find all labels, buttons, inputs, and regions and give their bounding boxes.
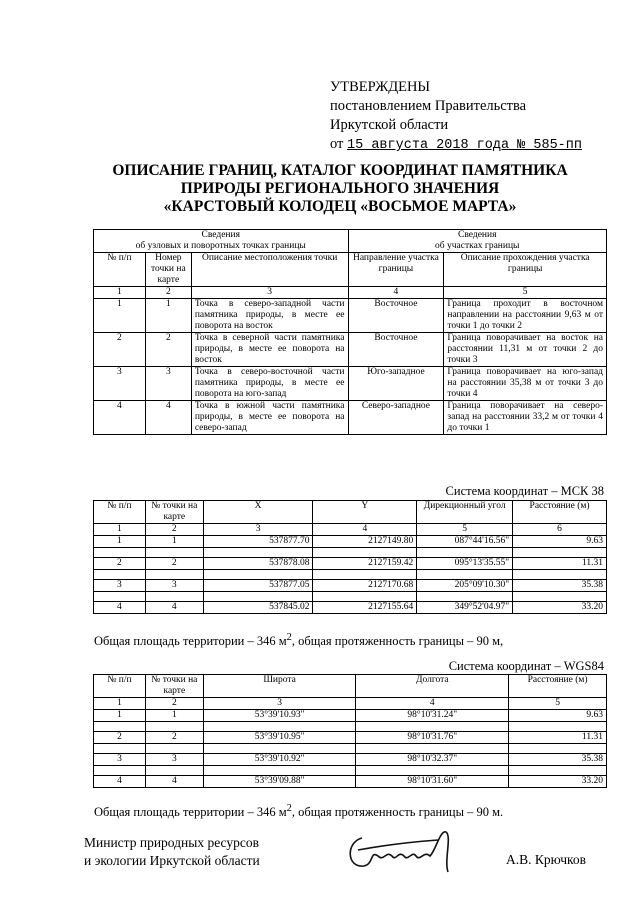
row-longitude: 98°10'31.24"	[356, 710, 509, 722]
row-distance: 9.63	[509, 710, 607, 722]
row-direction: Северо-западное	[348, 401, 444, 435]
row-index: 1	[94, 536, 146, 548]
approved-heading: УТВЕРЖДЕНЫ	[330, 79, 431, 95]
row-index: 3	[94, 580, 146, 592]
row-longitude: 98°10'31.60"	[356, 776, 509, 788]
group-header-sections-line2: об участках границы	[435, 241, 520, 251]
header-cell: № п/п	[94, 675, 146, 698]
column-number: 4	[313, 524, 417, 536]
table-row	[94, 558, 607, 570]
minister-line-1: Министр природных ресурсов	[84, 835, 259, 850]
signer-name: А.В. Крючков	[506, 852, 586, 867]
column-number: 5	[509, 698, 607, 710]
table-row	[94, 602, 607, 614]
table-row	[94, 754, 607, 766]
row-location: Точка в северо-западной части памятника природы, в месте ее поворота на восток	[191, 299, 348, 333]
msk-area-summary	[94, 632, 503, 649]
row-point: 3	[145, 754, 203, 766]
row-y: 2127159.42	[313, 558, 417, 570]
row-longitude: 98°10'31.76"	[356, 732, 509, 744]
header-cell: Описание местоположения точки	[191, 253, 348, 287]
row-distance: 11.31	[513, 558, 607, 570]
row-point: 2	[145, 732, 203, 744]
column-number: 2	[145, 698, 203, 710]
wgs-area-summary	[94, 803, 503, 820]
row-latitude: 53°39'10.92"	[203, 754, 356, 766]
table-row	[94, 367, 607, 401]
table-row	[94, 536, 607, 548]
wgs84-coordinates-table	[93, 674, 607, 788]
row-angle: 095°13'35.55"	[417, 558, 513, 570]
row-passage: Граница поворачивает на восток на расстоянии 11,31 м от точки 2 до точки 3	[444, 333, 607, 367]
column-number: 1	[94, 524, 146, 536]
column-number: 3	[203, 698, 356, 710]
wgs-system-label: Система координат – WGS84	[448, 659, 604, 673]
group-header-points-line2: об узловых и поворотных точках границы	[135, 241, 306, 251]
column-number: 2	[145, 287, 191, 299]
row-x: 537845.02	[203, 602, 313, 614]
row-location: Точка в северной части памятника природы, в месте ее поворота на восток	[191, 333, 348, 367]
group-header-points	[94, 230, 349, 253]
row-angle: 087°44'16.56"	[417, 536, 513, 548]
header-cell: № точки на карте	[145, 501, 203, 524]
row-y: 2127170.68	[313, 580, 417, 592]
row-direction: Восточное	[348, 299, 444, 333]
row-passage: Граница поворачивает на юго-запад на расстоянии 35,38 м от точки 3 до точки 4	[444, 367, 607, 401]
group-header-sections	[348, 230, 607, 253]
column-number: 3	[203, 524, 313, 536]
row-distance: 35.38	[513, 580, 607, 592]
row-longitude: 98°10'32.37"	[356, 754, 509, 766]
row-distance: 33.20	[509, 776, 607, 788]
row-x: 537878.08	[203, 558, 313, 570]
column-number: 4	[356, 698, 509, 710]
approved-date-prefix: от	[330, 136, 344, 152]
header-cell: Номер точки на карте	[145, 253, 191, 287]
area-text: Общая площадь территории – 346 м	[94, 805, 287, 820]
table-row	[94, 710, 607, 722]
document-title	[60, 162, 620, 216]
column-number: 5	[417, 524, 513, 536]
minister-title	[84, 834, 260, 870]
row-point: 4	[145, 602, 203, 614]
area-text: Общая площадь территории – 346 м	[94, 634, 287, 649]
header-cell: Y	[313, 501, 417, 524]
row-distance: 9.63	[513, 536, 607, 548]
table-row	[94, 776, 607, 788]
area-length-text: , общая протяженность границы – 90 м.	[291, 805, 504, 820]
row-index: 1	[94, 299, 146, 333]
row-index: 2	[94, 732, 146, 744]
row-index: 3	[94, 367, 146, 401]
header-cell: Долгота	[356, 675, 509, 698]
row-point: 1	[145, 536, 203, 548]
row-distance: 11.31	[509, 732, 607, 744]
row-point: 2	[145, 333, 191, 367]
boundary-description-table	[93, 229, 607, 435]
column-number: 1	[94, 287, 146, 299]
row-latitude: 53°39'10.93"	[203, 710, 356, 722]
header-cell: № п/п	[94, 501, 146, 524]
header-cell: № п/п	[94, 253, 146, 287]
row-x: 537877.70	[203, 536, 313, 548]
row-latitude: 53°39'09.88"	[203, 776, 356, 788]
table-row	[94, 299, 607, 333]
approved-date-number: 15 августа 2018 года № 585-пп	[347, 138, 582, 153]
area-length-text: , общая протяженность границы – 90 м,	[291, 634, 504, 649]
column-number: 1	[94, 698, 146, 710]
row-index: 4	[94, 401, 146, 435]
row-distance: 35.38	[509, 754, 607, 766]
header-cell: Описание прохождения участка границы	[444, 253, 607, 287]
row-location: Точка в южной части памятника природы, в месте ее поворота на северо-запад	[191, 401, 348, 435]
minister-line-2: и экологии Иркутской области	[84, 853, 260, 868]
row-index: 4	[94, 776, 146, 788]
header-cell: Дирекционный угол	[417, 501, 513, 524]
msk38-coordinates-table	[93, 500, 607, 614]
row-angle: 205°09'10.30"	[417, 580, 513, 592]
header-cell: Расстояние (м)	[509, 675, 607, 698]
table-row	[94, 580, 607, 592]
row-point: 2	[145, 558, 203, 570]
row-y: 2127149.80	[313, 536, 417, 548]
column-number: 2	[145, 524, 203, 536]
row-index: 4	[94, 602, 146, 614]
row-point: 1	[145, 710, 203, 722]
title-line-2: ПРИРОДЫ РЕГИОНАЛЬНОГО ЗНАЧЕНИЯ	[180, 180, 500, 197]
group-header-sections-line1: Сведения	[458, 230, 497, 240]
area-sup: 2	[286, 632, 292, 643]
row-latitude: 53°39'10.95"	[203, 732, 356, 744]
row-point: 4	[145, 401, 191, 435]
row-angle: 349°52'04.97"	[417, 602, 513, 614]
row-direction: Восточное	[348, 333, 444, 367]
area-sup: 2	[286, 803, 292, 814]
table-row	[94, 333, 607, 367]
row-passage: Граница поворачивает на северо-запад на расстоянии 33,2 м от точки 4 до точки 1	[444, 401, 607, 435]
header-cell: X	[203, 501, 313, 524]
row-point: 3	[145, 580, 203, 592]
msk-system-label: Система координат – МСК 38	[445, 484, 604, 498]
table-row	[94, 732, 607, 744]
column-number: 6	[513, 524, 607, 536]
row-distance: 33.20	[513, 602, 607, 614]
column-number: 4	[348, 287, 444, 299]
row-index: 2	[94, 558, 146, 570]
title-line-3: «КАРСТОВЫЙ КОЛОДЕЦ «ВОСЬМОЕ МАРТА»	[163, 198, 517, 215]
header-cell: Расстояние (м)	[513, 501, 607, 524]
header-cell: № точки на карте	[145, 675, 203, 698]
row-direction: Юго-западное	[348, 367, 444, 401]
row-point: 3	[145, 367, 191, 401]
title-line-1: ОПИСАНИЕ ГРАНИЦ, КАТАЛОГ КООРДИНАТ ПАМЯТНИКА	[112, 162, 568, 179]
approved-date-line	[330, 135, 582, 155]
row-location: Точка в северо-восточной части памятника природы, в месте ее поворота на юго-запад	[191, 367, 348, 401]
row-y: 2127155.64	[313, 602, 417, 614]
table-row	[94, 401, 607, 435]
row-point: 4	[145, 776, 203, 788]
row-x: 537877.05	[203, 580, 313, 592]
row-index: 1	[94, 710, 146, 722]
row-index: 2	[94, 333, 146, 367]
approval-block	[330, 78, 582, 155]
handwritten-signature	[340, 820, 480, 880]
row-point: 1	[145, 299, 191, 333]
group-header-points-line1: Сведения	[201, 230, 240, 240]
column-number: 5	[444, 287, 607, 299]
approved-region: Иркутской области	[330, 117, 449, 133]
row-passage: Граница проходит в восточном направлении на расстоянии 9,63 м от точки 1 до точки 2	[444, 299, 607, 333]
column-number: 3	[191, 287, 348, 299]
approved-resolution: постановлением Правительства	[330, 98, 527, 114]
header-cell: Направление участка границы	[348, 253, 444, 287]
header-cell: Широта	[203, 675, 356, 698]
row-index: 3	[94, 754, 146, 766]
